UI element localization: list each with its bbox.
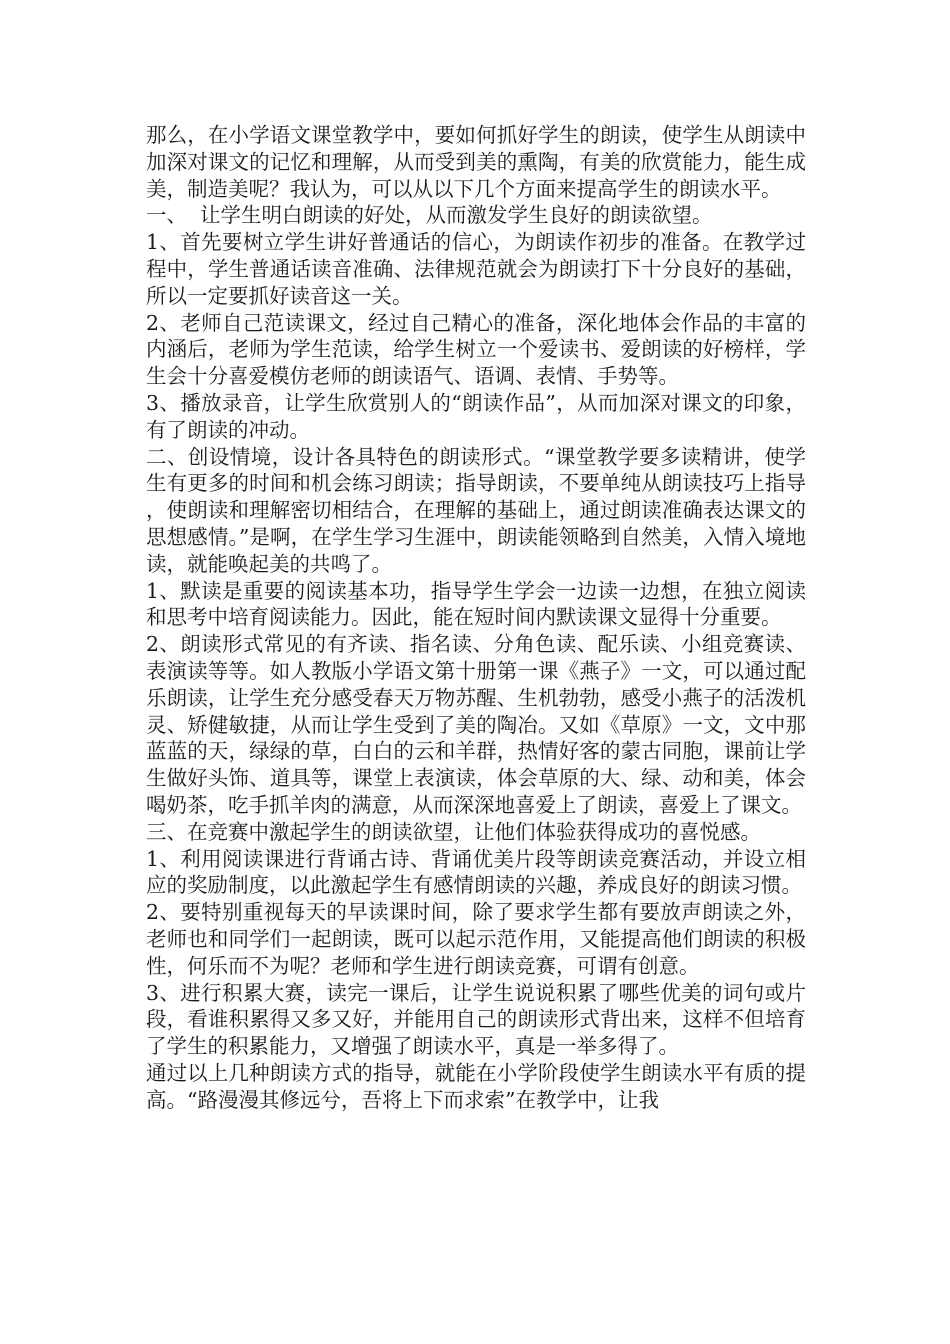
list-item-1-1: 1、首先要树立学生讲好普通话的信心，为朗读作初步的准备。在教学过程中，学生普通话读音准确、法律规范就会为朗读打下十分良好的基础，所以一定要抓好读音这一关。 (146, 230, 806, 308)
paragraph-conclusion: 通过以上几种朗读方式的指导，就能在小学阶段使学生朗读水平有质的提高。“路漫漫其修远兮，吾将上下而求索”在教学中，让我 (146, 1060, 806, 1112)
list-item-2-1: 1、默读是重要的阅读基本功，指导学生学会一边读一边想，在独立阅读和思考中培育阅读能力。因此，能在短时间内默读课文显得十分重要。 (146, 578, 806, 630)
section-heading-2: 二、创设情境，设计各具特色的朗读形式。“课堂教学要多读精讲，使学生有更多的时间和机会练习朗读；指导朗读，不要单纯从朗读技巧上指导，使朗读和理解密切相结合，在理解的基础上，通过朗读准确表达课文的思想感情。”是啊，在学生学习生涯中，朗读能领略到自然美，入情入境地读，就能唤起美的共鸣了。 (146, 444, 806, 576)
section-heading-3: 三、在竞赛中激起学生的朗读欲望，让他们体验获得成功的喜悦感。 (146, 819, 761, 844)
document-body (146, 122, 806, 1113)
paragraph-intro: 那么，在小学语文课堂教学中，要如何抓好学生的朗读，使学生从朗读中加深对课文的记忆和理解，从而受到美的熏陶，有美的欣赏能力，能生成美，制造美呢？我认为，可以从以下几个方面来提高学生的朗读水平。 (146, 123, 806, 201)
list-item-3-3: 3、进行积累大赛，读完一课后，让学生说说积累了哪些优美的词句或片段，看谁积累得又多又好，并能用自己的朗读形式背出来，这样不但培育了学生的积累能力，又增强了朗读水平，真是一举多得了。 (146, 980, 806, 1059)
list-item-1-2: 2、老师自己范读课文，经过自己精心的准备，深化地体会作品的丰富的内涵后，老师为学生范读，给学生树立一个爱读书、爱朗读的好榜样，学生会十分喜爱模仿老师的朗读语气、语调、表情、手势等。 (146, 310, 806, 389)
list-item-2-2: 2、朗读形式常见的有齐读、指名读、分角色读、配乐读、小组竞赛读、表演读等等。如人教版小学语文第十册第一课《燕子》一文，可以通过配乐朗读，让学生充分感受春天万物苏醒、生机勃勃，感受小燕子的活泼机灵、矫健敏捷，从而让学生受到了美的陶冶。又如《草原》一文，文中那蓝蓝的天，绿绿的草，白白的云和羊群，热情好客的蒙古同胞，课前让学生做好头饰、道具等，课堂上表演读，体会草原的大、绿、动和美，体会喝奶茶，吃手抓羊肉的满意，从而深深地喜爱上了朗读，喜爱上了课文。 (146, 632, 806, 817)
list-item-3-1: 1、利用阅读课进行背诵古诗、背诵优美片段等朗读竞赛活动，并设立相应的奖励制度，以此激起学生有感情朗读的兴趣，养成良好的朗读习惯。 (146, 846, 806, 898)
list-item-1-3: 3、播放录音，让学生欣赏别人的“朗读作品”，从而加深对课文的印象，有了朗读的冲动。 (146, 390, 806, 442)
section-heading-1: 一、 让学生明白朗读的好处，从而激发学生良好的朗读欲望。 (146, 203, 713, 228)
list-item-3-2: 2、要特别重视每天的早读课时间，除了要求学生都有要放声朗读之外，老师也和同学们一起朗读，既可以起示范作用，又能提高他们朗读的积极性，何乐而不为呢？老师和学生进行朗读竞赛，可谓有创意。 (146, 900, 806, 978)
